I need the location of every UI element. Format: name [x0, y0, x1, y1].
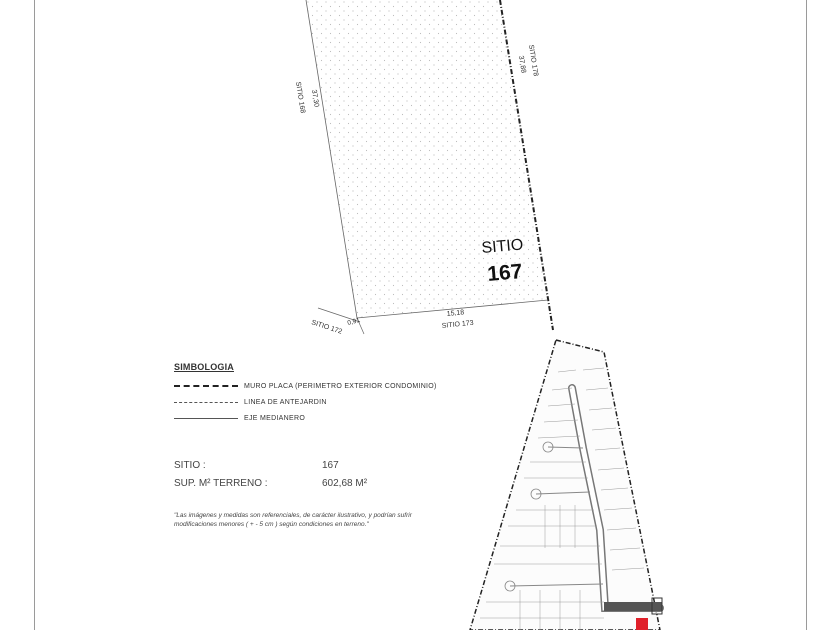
disclaimer-note: "Las imágenes y medidas son referenciales, de carácter ilustrativo, y podrían sufrir modificaciones menores ( + - 5 cm ) según condiciones en terreno.": [174, 512, 412, 528]
sitio-key: SITIO :: [174, 459, 206, 471]
dim-bottom: 15,18: [446, 309, 465, 318]
legend-swatch-perimeter: [174, 385, 238, 387]
legend-title: SIMBOLOGIA: [174, 362, 234, 372]
neighbor-left: SITIO 168: [294, 81, 306, 114]
area-value: 602,68 M²: [322, 477, 368, 489]
legend-label-perimeter: MURO PLACA (PERIMETRO EXTERIOR CONDOMINIO): [244, 382, 437, 390]
sitio-value: 167: [322, 459, 339, 471]
info-row-sitio: [174, 456, 367, 474]
neighbor-bottom-small: SITIO 172: [310, 319, 343, 336]
dim-left: 37,30: [310, 89, 320, 108]
neighbor-right: SITIO 178: [527, 44, 539, 77]
legend-item-eje: [174, 410, 464, 426]
lot-info: [174, 456, 367, 492]
dim-right: 37,88: [517, 55, 527, 74]
legend-label-eje: EJE MEDIANERO: [244, 414, 306, 422]
neighbor-bottom: SITIO 173: [441, 319, 474, 330]
condominium-site-map: [470, 340, 662, 630]
condominium-outline: [470, 340, 660, 630]
legend-label-antejardin: LINEA DE ANTEJARDIN: [244, 398, 327, 406]
highlighted-lot-marker: [636, 618, 648, 630]
lot-number: 167: [486, 260, 524, 286]
legend: [174, 362, 464, 426]
entrance-strip: [604, 602, 662, 611]
legend-swatch-antejardin: [174, 402, 238, 403]
area-key: SUP. M² TERRENO :: [174, 477, 268, 489]
legend-swatch-eje: [174, 418, 238, 419]
legend-item-perimeter: [174, 378, 464, 394]
dim-small: 0,91: [346, 316, 361, 327]
legend-item-antejardin: [174, 394, 464, 410]
info-row-area: [174, 474, 367, 492]
lot-label: SITIO: [480, 236, 524, 257]
